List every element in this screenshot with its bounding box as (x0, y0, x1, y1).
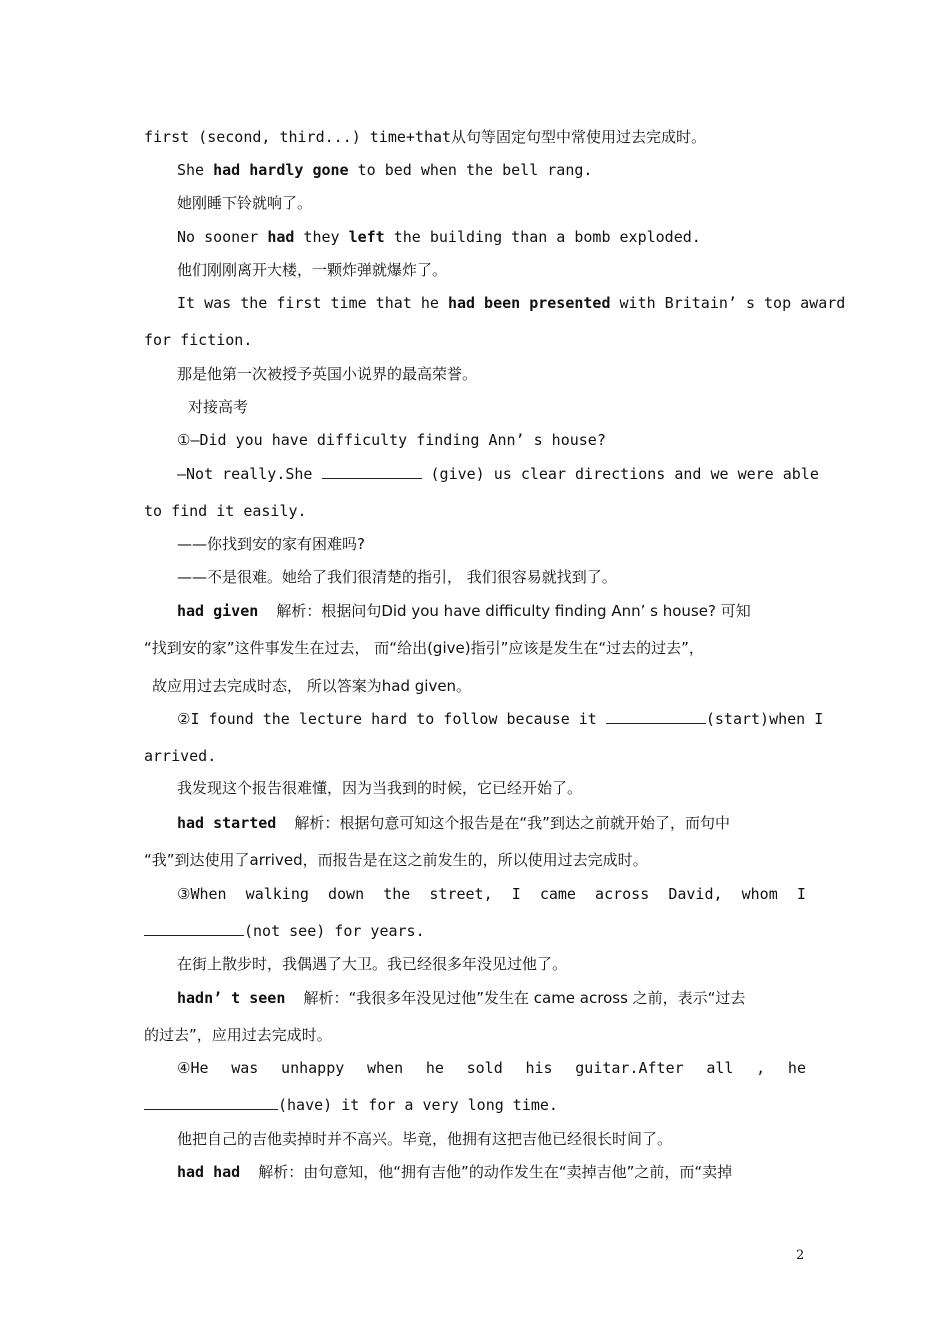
example-1-cn: 她刚睡下铃就响了。 (177, 194, 313, 212)
q2-cn: 我发现这个报告很难懂，因为当我到的时候，它已经开始了。 (177, 779, 583, 797)
example-3-en-cont: for fiction. (144, 331, 253, 349)
q2-blank (606, 708, 706, 724)
q1-expl-3: 故应用过去完成时态， 所以答案为had given。 (152, 677, 472, 695)
q1-answer: had given (177, 602, 259, 620)
q3-answer: hadn’ t seen (177, 989, 286, 1007)
q2-answer: had started (177, 814, 277, 832)
q1-blank (322, 463, 422, 479)
q1-cn-2: ——不是很难。她给了我们很清楚的指引， 我们很容易就找到了。 (177, 568, 617, 586)
page-number: 2 (796, 1248, 805, 1263)
q3-answer-line: hadn’ t seen 解析：“我很多年没见过他”发生在 came across 之前，表示“过去 (177, 989, 746, 1007)
example-1-en: She had hardly gone to bed when the bell rang. (177, 161, 593, 179)
example-3-en: It was the first time that he had been presented with Britain’ s top award (177, 294, 846, 312)
q1-expl-2: “找到安的家”这件事发生在过去， 而“给出(give)指引”应该是发生在“过去的过去”， (144, 639, 704, 657)
q4-answer: had had (177, 1163, 241, 1181)
q2-line-1: ②I found the lecture hard to follow because it (start)when I (177, 710, 824, 728)
q2-line-2: arrived. (144, 747, 217, 765)
q4-blank (144, 1094, 278, 1110)
example-3-cn: 那是他第一次被授予英国小说界的最高荣誉。 (177, 365, 478, 383)
q3-line-2: (not see) for years. (144, 920, 806, 942)
q1-cn-1: ——你找到安的家有困难吗? (177, 535, 365, 553)
example-2-en: No sooner had they left the building than a bomb exploded. (177, 228, 701, 246)
q3-blank (144, 920, 244, 936)
example-2-cn: 他们刚刚离开大楼，一颗炸弹就爆炸了。 (177, 261, 448, 279)
intro-line: first (second, third...) time+that从句等固定句型中常使用过去完成时。 (144, 128, 707, 146)
q1-line-1: ①—Did you have difficulty finding Ann’ s house? (177, 431, 606, 449)
q1-line-3: to find it easily. (144, 502, 307, 520)
q4-line-2: (have) it for a very long time. (144, 1094, 806, 1116)
q2-expl-2: “我”到达使用了arrived，而报告是在这之前发生的，所以使用过去完成时。 (144, 851, 648, 869)
q4-cn: 他把自己的吉他卖掉时并不高兴。毕竟，他拥有这把吉他已经很长时间了。 (177, 1130, 673, 1148)
section-title: 对接高考 (188, 398, 249, 416)
q2-answer-line: had started 解析：根据句意可知这个报告是在“我”到达之前就开始了，而句中 (177, 814, 730, 832)
q3-cn: 在街上散步时，我偶遇了大卫。我已经很多年没见过他了。 (177, 955, 568, 973)
q4-answer-line: had had 解析：由句意知，他“拥有吉他”的动作发生在“卖掉吉他”之前，而“卖掉 (177, 1163, 733, 1181)
q1-answer-line: had given 解析：根据问句Did you have difficulty finding Ann’ s house? 可知 (177, 602, 751, 620)
q3-line-1: ③When walking down the street, I came across David, whom I (177, 885, 806, 903)
q1-line-2: —Not really.She (give) us clear directions and we were able (177, 465, 819, 483)
q4-line-1: ④He was unhappy when he sold his guitar.After all , he (177, 1059, 806, 1077)
q3-expl-2: 的过去”，应用过去完成时。 (144, 1026, 332, 1044)
